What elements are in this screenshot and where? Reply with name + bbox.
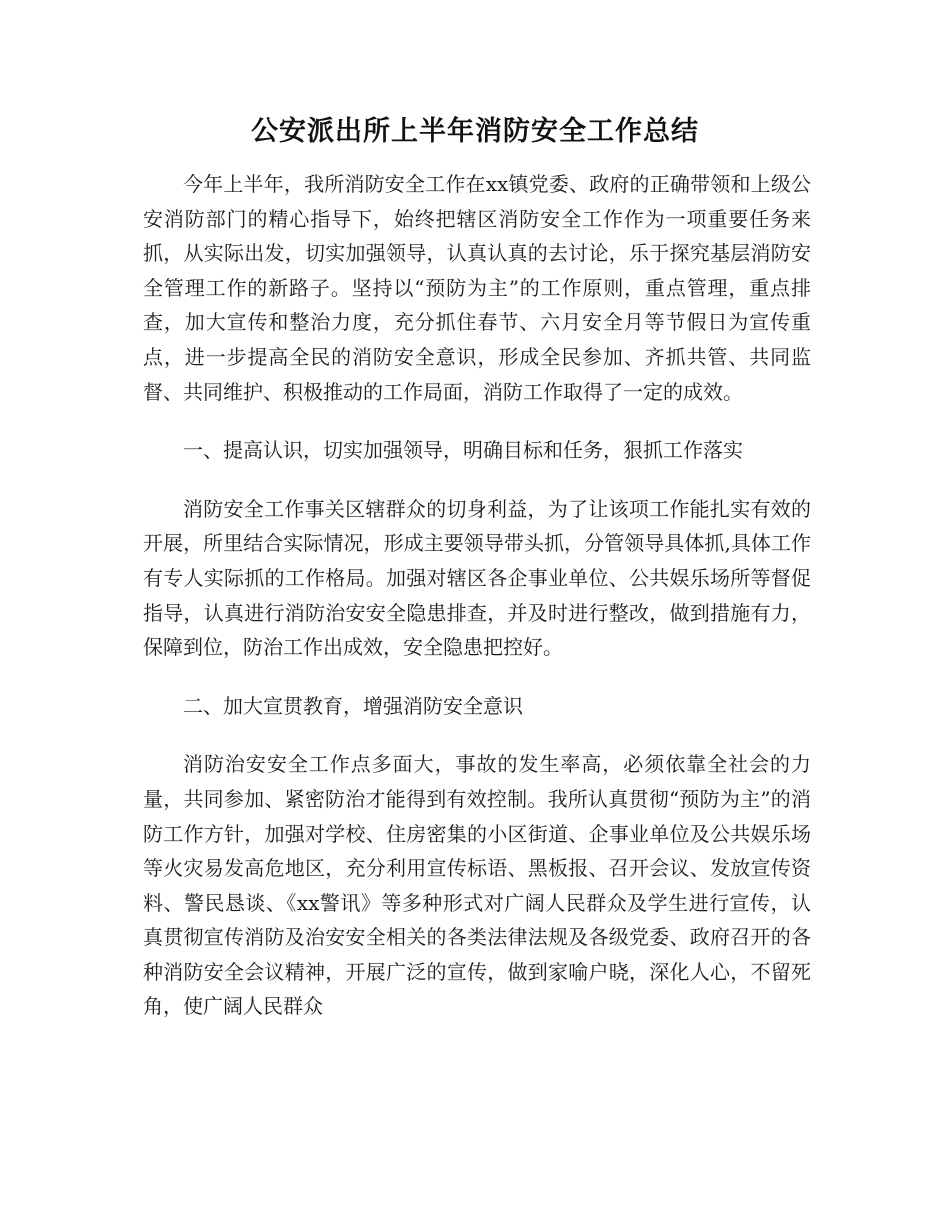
section-heading-2: 二、加大宣贯教育，增强消防安全意识 [183,693,523,718]
document-title: 公安派出所上半年消防安全工作总结 [251,116,699,147]
section-2-paragraph: 消防治安安全工作点多面大，事故的发生率高，必须依靠全社会的力量，共同参加、紧密防治才能得到有效控制。我所认真贯彻“预防为主”的消防工作方针，加强对学校、住房密集的小区街道、企事业单位及公共娱乐场等火灾易发高危地区，充分利用宣传标语、黑板报、召开会议、发放宣传资料、警民恳谈、《xx警讯》等多种形式对广阔人民群众及学生进行宣传，认真贯彻宣传消防及治安安全相关的各类法律法规及各级党委、政府召开的各种消防安全会议精神，开展广泛的宣传，做到家喻户晓，深化人心，不留死角，使广阔人民群众 [143,752,811,1019]
section-heading-1: 一、提高认识，切实加强领导，明确目标和任务，狠抓工作落实 [183,438,743,463]
intro-paragraph: 今年上半年，我所消防安全工作在xx镇党委、政府的正确带领和上级公安消防部门的精心指导下，始终把辖区消防安全工作作为一项重要任务来抓，从实际出发，切实加强领导，认真认真的去讨论，乐于探究基层消防安全管理工作的新路子。坚持以“预防为主”的工作原则，重点管理，重点排查，加大宣传和整治力度，充分抓住春节、六月安全月等节假日为宣传重点，进一步提高全民的消防安全意识，形成全民参加、齐抓共管、共同监督、共同维护、积极推动的工作局面，消防工作取得了一定的成效。 [143,172,811,404]
section-1-paragraph: 消防安全工作事关区辖群众的切身利益，为了让该项工作能扎实有效的开展，所里结合实际情况，形成主要领导带头抓，分管领导具体抓,具体工作有专人实际抓的工作格局。加强对辖区各企事业单位、公共娱乐场所等督促指导，认真进行消防治安安全隐患排查，并及时进行整改，做到措施有力，保障到位，防治工作出成效，安全隐患把控好。 [143,496,811,660]
document-body [143,167,811,1048]
